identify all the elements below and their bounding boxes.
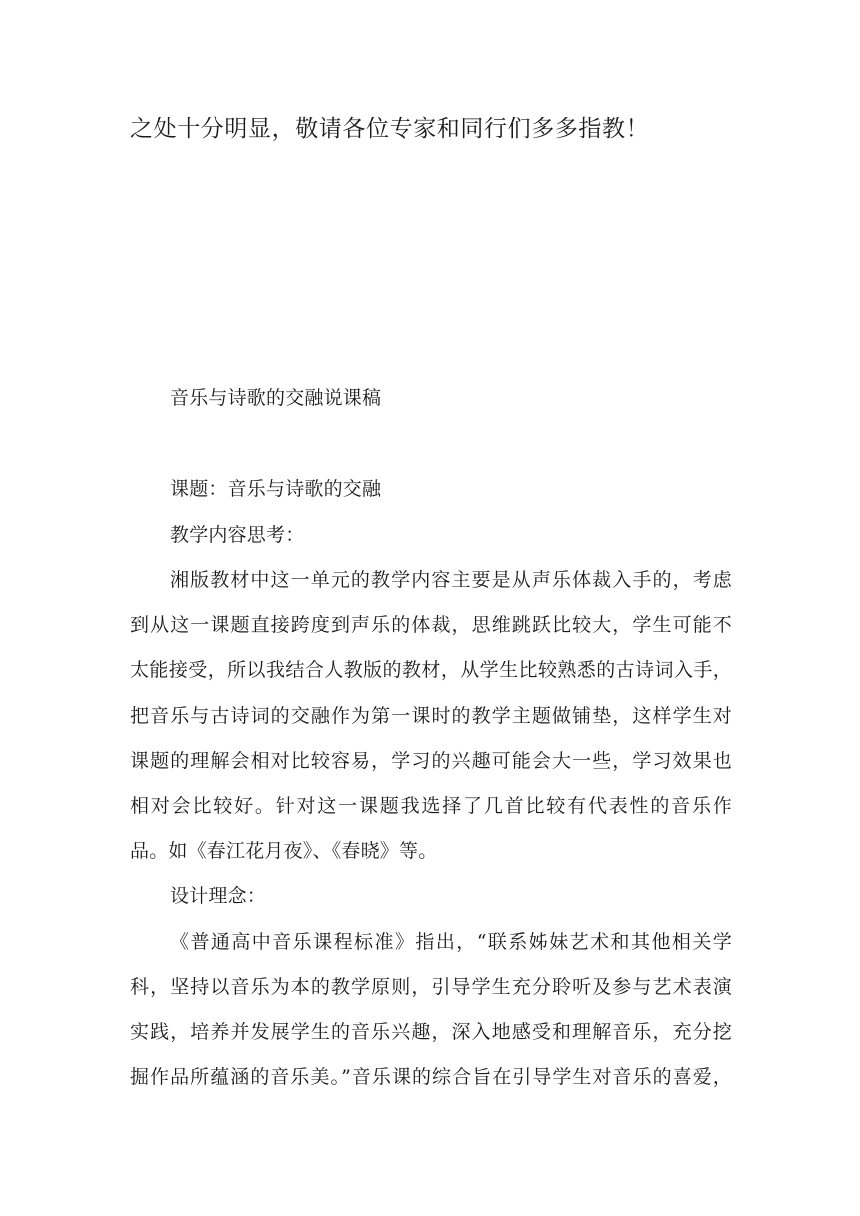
article-title: 音乐与诗歌的交融说课稿 — [170, 387, 382, 409]
design-line-1: 《普通高中音乐课程标准》指出，“联系姊妹艺术和其他相关学 — [170, 931, 732, 953]
content-line-2: 到从这一课题直接跨度到声乐的体裁，思维跳跃比较大，学生可能不 — [130, 614, 732, 636]
content-line-6: 相对会比较好。针对这一课题我选择了几首比较有代表性的音乐作 — [130, 795, 732, 817]
design-heading: 设计理念： — [170, 885, 267, 907]
content-line-1: 湘版教材中这一单元的教学内容主要是从声乐体裁入手的，考虑 — [170, 569, 732, 591]
continuation-text: 之处十分明显，敬请各位专家和同行们多多指教！ — [130, 116, 650, 142]
design-line-4: 掘作品所蕴涵的音乐美。”音乐课的综合旨在引导学生对音乐的喜爱， — [130, 1066, 732, 1088]
topic-line: 课题：音乐与诗歌的交融 — [170, 478, 382, 500]
content-heading: 教学内容思考： — [170, 524, 305, 546]
design-line-3: 实践，培养并发展学生的音乐兴趣，深入地感受和理解音乐，充分挖 — [130, 1021, 732, 1043]
design-line-2: 科，坚持以音乐为本的教学原则，引导学生充分聆听及参与艺术表演 — [130, 976, 732, 998]
content-line-4: 把音乐与古诗词的交融作为第一课时的教学主题做铺垫，这样学生对 — [130, 705, 732, 727]
content-line-3: 太能接受，所以我结合人教版的教材，从学生比较熟悉的古诗词入手， — [130, 659, 732, 681]
content-line-7: 品。如《春江花月夜》、《春晓》等。 — [130, 840, 438, 862]
content-line-5: 课题的理解会相对比较容易，学习的兴趣可能会大一些，学习效果也 — [130, 750, 732, 772]
